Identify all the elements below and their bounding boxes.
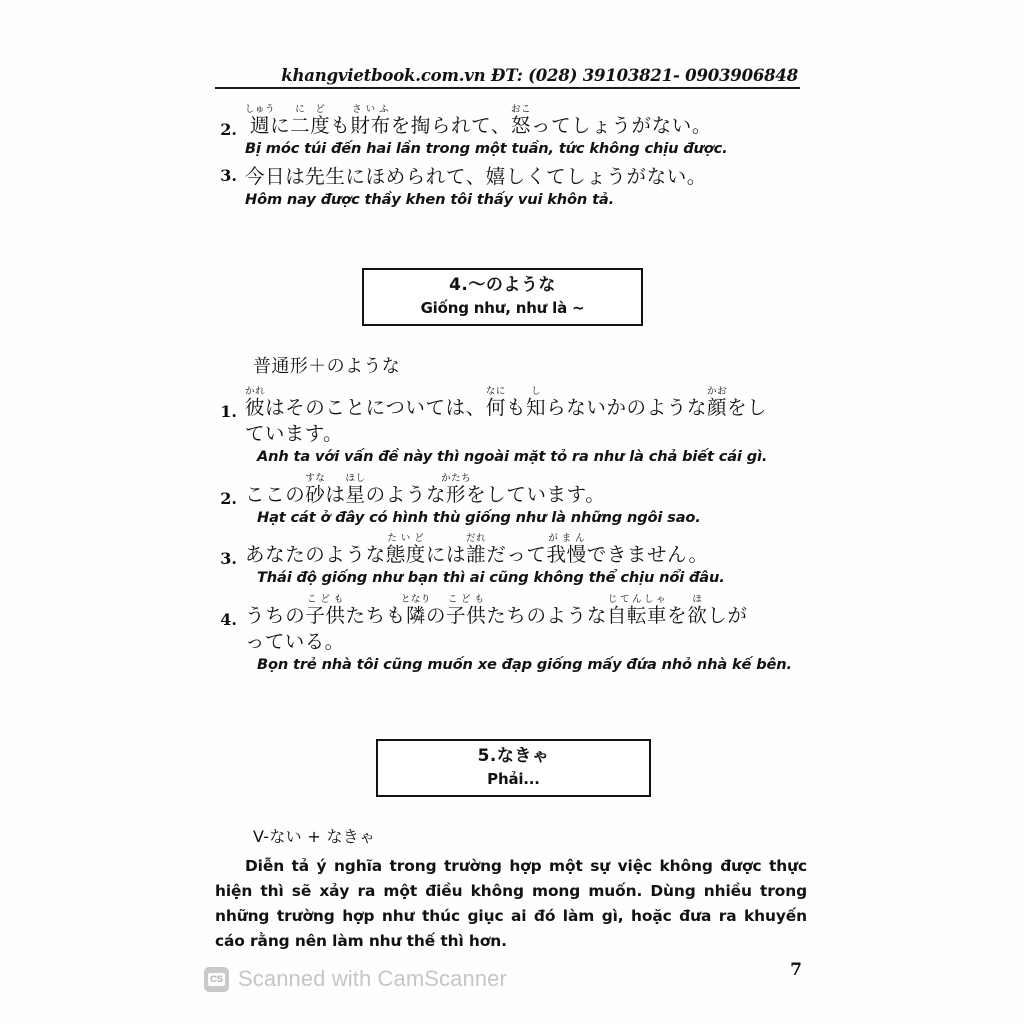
publisher-header-text: khangvietbook.com.vn ĐT: (028) 39103821- 0903906848 <box>281 66 798 85</box>
ruby-gaman: 我慢がまん <box>546 533 587 567</box>
page-header <box>215 66 800 89</box>
ruby-nido: 二度にど <box>290 104 331 137</box>
ruby-oko: 怒おこ <box>510 104 532 137</box>
camscanner-logo-icon <box>204 967 229 992</box>
ruby-ho: 欲ほ <box>687 593 708 627</box>
section-4-body <box>215 352 815 675</box>
jp-text-fragment: だって <box>486 543 547 567</box>
jp-text-fragment: も <box>330 114 351 137</box>
example-number: 3. <box>220 165 237 185</box>
jp-text-fragment: を <box>390 114 411 137</box>
example-item <box>215 164 815 211</box>
vietnamese-translation: Hôm nay được thầy khen tôi thấy vui khôn tả. <box>245 190 615 208</box>
grammar-box-4-title: 4.〜のような <box>449 275 556 296</box>
jp-text-fragment: しが <box>707 603 748 627</box>
ruby-kodomo-1: 子供こども <box>305 593 346 627</box>
grammar-box-5-title: 5.なきゃ <box>477 746 550 767</box>
header-divider <box>215 87 800 89</box>
jp-text-fragment: ここの <box>245 482 306 506</box>
vietnamese-translation: Thái độ giống như bạn thì ai cũng không thể chịu nổi đâu. <box>257 569 725 587</box>
jp-text-fragment: ってしょうがない。 <box>531 114 712 137</box>
jp-text-fragment: に <box>270 114 291 137</box>
jp-text-fragment: のような <box>365 482 447 506</box>
jp-text-fragment: は <box>325 482 346 506</box>
grammar-explanation-text: Diễn tả ý nghĩa trong trường hợp một sự việc không được thực hiện thì sẽ xảy ra một điều không mong muốn. Dùng nhiều trong những trường hợp như thúc giục ai đó làm gì, hoặc đưa ra khuyến cáo rằng nên làm như thế thì hơn. <box>215 857 807 950</box>
jp-text-fragment: られて、 <box>430 114 511 137</box>
ruby-kodomo-2: 子供こども <box>446 593 487 627</box>
jp-text-fragment: の <box>425 603 447 627</box>
ruby-katachi: 形かたち <box>441 472 472 506</box>
japanese-sentence-continuation: っている。 <box>245 629 345 653</box>
ruby-suri: 掏 <box>410 114 431 137</box>
grammar-formula-5: V-ない + なきゃ <box>253 827 376 846</box>
grammar-box-4-meaning: Giống như, như là ~ <box>420 299 585 318</box>
example-number: 1. <box>220 402 237 421</box>
grammar-box-5 <box>376 739 651 797</box>
ruby-hoshi: 星ほし <box>345 472 366 506</box>
jp-text-fragment: あなたのような <box>245 543 386 567</box>
vietnamese-translation: Hạt cát ở đây có hình thù giống như là những ngôi sao. <box>257 508 701 526</box>
camscanner-watermark-text: Scanned with CamScanner <box>238 966 507 991</box>
jp-text-fragment: うちの <box>245 603 306 627</box>
grammar-box-5-meaning: Phải... <box>487 770 540 789</box>
camscanner-watermark <box>204 966 507 992</box>
ruby-tonari: 隣となり <box>400 593 431 627</box>
example-item <box>215 594 815 676</box>
ruby-kare: 彼かれ <box>245 386 266 419</box>
jp-text-fragment: をしています。 <box>466 482 606 506</box>
grammar-formula-4: 普通形＋のような <box>253 356 401 377</box>
example-item <box>215 473 815 529</box>
jp-text-fragment: たちも <box>345 603 406 627</box>
ruby-jitensha: 自転車じてんしゃ <box>606 593 668 627</box>
jp-text-fragment: できません。 <box>586 543 709 567</box>
ruby-suna: 砂すな <box>305 472 326 506</box>
japanese-sentence <box>245 594 815 629</box>
ruby-nani: 何なに <box>485 386 506 419</box>
page-content <box>215 104 815 210</box>
example-item <box>215 104 815 160</box>
jp-text-fragment: を <box>667 603 688 627</box>
jp-text-fragment: には <box>425 543 467 567</box>
page-number: 7 <box>790 960 802 980</box>
jp-text-fragment: らないかのような <box>546 396 707 419</box>
vietnamese-translation: Bị móc túi đến hai lần trong một tuần, tức không chịu được. <box>245 140 728 158</box>
camscanner-logo-label: CS <box>208 973 225 986</box>
ruby-dare: 誰だれ <box>466 533 487 567</box>
example-item <box>215 386 815 468</box>
section-5-body <box>215 824 807 954</box>
ruby-shi: 知し <box>526 386 547 419</box>
japanese-sentence <box>245 473 815 508</box>
japanese-sentence: 今日は先生にほめられて、嬉しくてしょうがない。 <box>245 164 707 188</box>
ruby-kao: 顔かお <box>706 386 728 419</box>
japanese-sentence <box>245 533 815 568</box>
example-number: 2. <box>220 488 237 508</box>
ruby-saifu: 財布さいふ <box>350 104 391 137</box>
example-number: 2. <box>220 120 237 139</box>
japanese-sentence <box>245 104 815 139</box>
jp-text-fragment: をし <box>727 396 768 419</box>
example-number: 4. <box>220 609 237 629</box>
jp-text-fragment: も <box>505 396 527 419</box>
vietnamese-translation: Bọn trẻ nhà tôi cũng muốn xe đạp giống mấy đứa nhỏ nhà kế bên. <box>257 656 792 674</box>
jp-text-fragment: はそのことについては、 <box>265 396 486 419</box>
japanese-sentence-continuation: ています。 <box>245 422 343 446</box>
example-number: 3. <box>220 549 237 569</box>
vietnamese-translation: Anh ta với vấn đề này thì ngoài mặt tỏ ra như là chả biết cái gì. <box>257 448 768 466</box>
grammar-box-4 <box>362 268 643 326</box>
example-item <box>215 533 815 589</box>
ruby-taido: 態度たいど <box>385 533 426 567</box>
japanese-sentence <box>245 386 815 421</box>
ruby-shuu: 週しゅう <box>245 104 276 137</box>
jp-text-fragment: たちのような <box>486 603 607 627</box>
